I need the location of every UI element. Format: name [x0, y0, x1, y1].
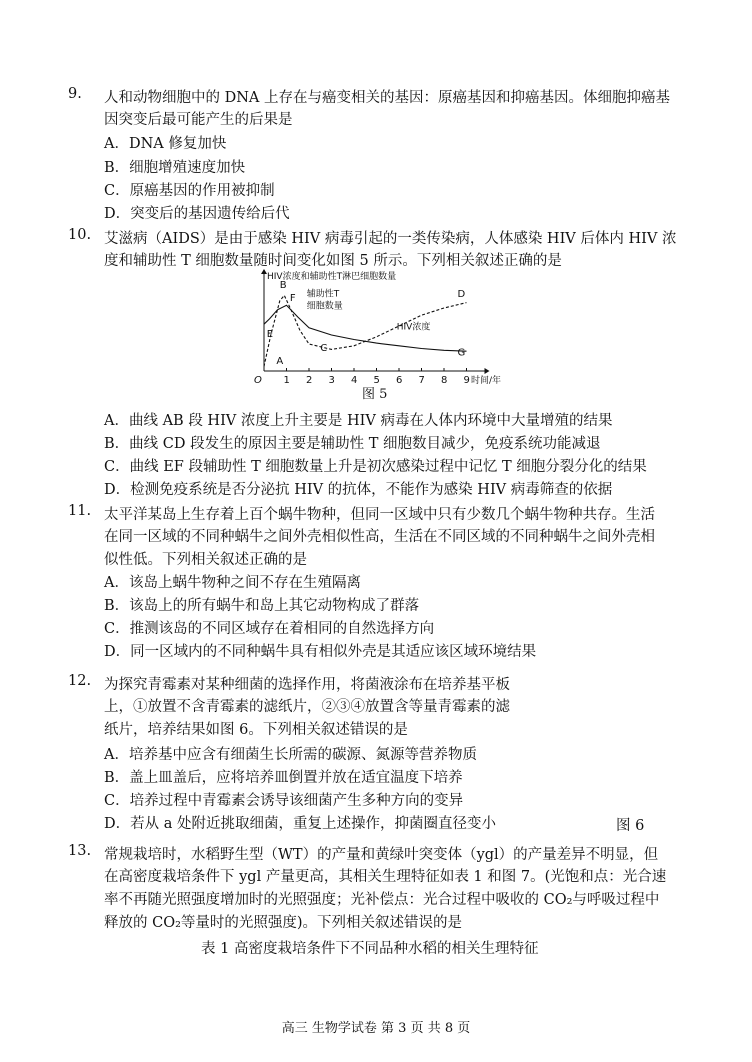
x-tick-label: 8	[441, 375, 448, 386]
question-stem-line: 因突变后最可能产生的后果是	[104, 112, 293, 128]
x-tick-label: 6	[396, 375, 403, 386]
point-label: C	[320, 343, 328, 355]
question-stem-line: 度和辅助性 T 细胞数量随时间变化如图 5 所示。下列相关叙述正确的是	[104, 253, 562, 269]
option-d: D．突变后的基因遗传给后代	[104, 206, 290, 222]
option-a: A．曲线 AB 段 HIV 浓度上升主要是 HIV 病毒在人体内环境中大量增殖的结果	[104, 413, 613, 429]
question-13	[68, 843, 688, 943]
option-d: D．同一区域内的不同种蜗牛具有相似外壳是其适应该区域环境结果	[104, 644, 537, 660]
point-label: F	[289, 292, 296, 304]
option-c: C．培养过程中青霉素会诱导该细菌产生多种方向的变异	[104, 793, 464, 809]
series-label-t-cells-2: 细胞数量	[306, 301, 343, 312]
hiv-chart	[250, 268, 510, 398]
question-stem-line: 常规栽培时，水稻野生型（WT）的产量和黄绿叶突变体（ygl）的产量差异不明显，但	[104, 847, 659, 863]
option-b: B．曲线 CD 段发生的原因主要是辅助性 T 细胞数目减少，免疫系统功能减退	[104, 436, 601, 452]
option-a: A．培养基中应含有细菌生长所需的碳源、氮源等营养物质	[104, 747, 477, 763]
table-1-caption: 表 1 高密度栽培条件下不同品种水稻的相关生理特征	[201, 941, 539, 957]
x-tick-label: 3	[328, 375, 335, 386]
figure-6-caption: 图 6	[616, 818, 645, 834]
question-stem-line: 上，①放置不含青霉素的滤纸片，②③④放置含等量青霉素的滤	[104, 699, 510, 715]
question-stem-line: 太平洋某岛上生存着上百个蜗牛物种，但同一区域中只有少数几个蜗牛物种共存。生活	[104, 507, 655, 523]
question-number: 12.	[68, 673, 92, 689]
question-10-options	[68, 409, 688, 499]
x-axis-label: 时间/年	[471, 376, 502, 386]
series-label-hiv: HIV浓度	[396, 322, 431, 333]
question-number: 13.	[68, 843, 92, 859]
question-stem-line: 艾滋病（AIDS）是由于感染 HIV 病毒引起的一类传染病，人体感染 HIV 后体内 HIV 浓	[104, 231, 677, 247]
point-label: A	[276, 355, 284, 367]
question-stem-line: 人和动物细胞中的 DNA 上存在与癌变相关的基因：原癌基因和抑癌基因。体细胞抑癌基	[104, 90, 670, 106]
point-label: D	[457, 289, 466, 301]
x-tick-label: 1	[283, 375, 290, 386]
origin-label: O	[254, 375, 262, 386]
point-label: G	[457, 347, 466, 359]
figure-5-caption: 图 5	[362, 387, 388, 402]
question-stem-line: 释放的 CO₂等量时的光照强度)。下列相关叙述错误的是	[104, 915, 463, 931]
question-9	[68, 86, 688, 226]
x-tick-label: 5	[373, 375, 380, 386]
question-number: 10.	[68, 227, 92, 243]
question-stem-line: 纸片，培养结果如图 6。下列相关叙述错误的是	[104, 722, 408, 738]
question-stem-line: 在高密度栽培条件下 ygl 产量更高，其相关生理特征如表 1 和图 7。(光饱和点：光合速	[104, 869, 667, 885]
option-d: D．检测免疫系统是否分泌抗 HIV 的抗体，不能作为感染 HIV 病毒筛查的依据	[104, 482, 613, 498]
series-line	[264, 305, 467, 351]
option-a: A．该岛上蜗牛物种之间不存在生殖隔离	[104, 575, 361, 591]
series-label-t-cells: 辅助性T	[306, 289, 340, 300]
y-axis-label: HIV浓度和辅助性T淋巴细胞数量	[267, 272, 397, 282]
option-b: B．该岛上的所有蜗牛和岛上其它动物构成了群落	[104, 598, 420, 614]
option-c: C．推测该岛的不同区域存在着相同的自然选择方向	[104, 621, 435, 637]
question-11	[68, 503, 688, 663]
option-a: A．DNA 修复加快	[104, 136, 227, 152]
point-label: B	[279, 280, 287, 292]
x-tick-label: 9	[463, 375, 470, 386]
question-stem-line: 率不再随光照强度增加时的光照强度；光补偿点：光合过程中吸收的 CO₂与呼吸过程中	[104, 892, 660, 908]
point-label: E	[266, 328, 274, 340]
question-number: 9.	[68, 86, 82, 102]
x-tick-label: 2	[306, 375, 313, 386]
question-12	[68, 673, 688, 833]
question-stem-line: 在同一区域的不同种蜗牛之间外壳相似性高，生活在不同区域的不同种蜗牛之间外壳相	[104, 529, 655, 545]
question-number: 11.	[68, 503, 92, 519]
page-footer: 高三 生物学试卷 第 3 页 共 8 页	[281, 1021, 471, 1036]
question-stem-line: 似性低。下列相关叙述正确的是	[104, 552, 307, 568]
x-tick-label: 4	[351, 375, 358, 386]
x-tick-label: 7	[418, 375, 425, 386]
option-d: D．若从 a 处附近挑取细菌，重复上述操作，抑菌圈直径变小	[104, 816, 496, 832]
x-axis-arrow	[485, 368, 490, 374]
option-b: B．细胞增殖速度加快	[104, 160, 246, 176]
option-c: C．原癌基因的作用被抑制	[104, 183, 275, 199]
option-c: C．曲线 EF 段辅助性 T 细胞数量上升是初次感染过程中记忆 T 细胞分裂分化的结果	[104, 459, 647, 475]
option-b: B．盖上皿盖后，应将培养皿倒置并放在适宜温度下培养	[104, 770, 463, 786]
question-stem-line: 为探究青霉素对某种细菌的选择作用，将菌液涂布在培养基平板	[104, 677, 510, 693]
